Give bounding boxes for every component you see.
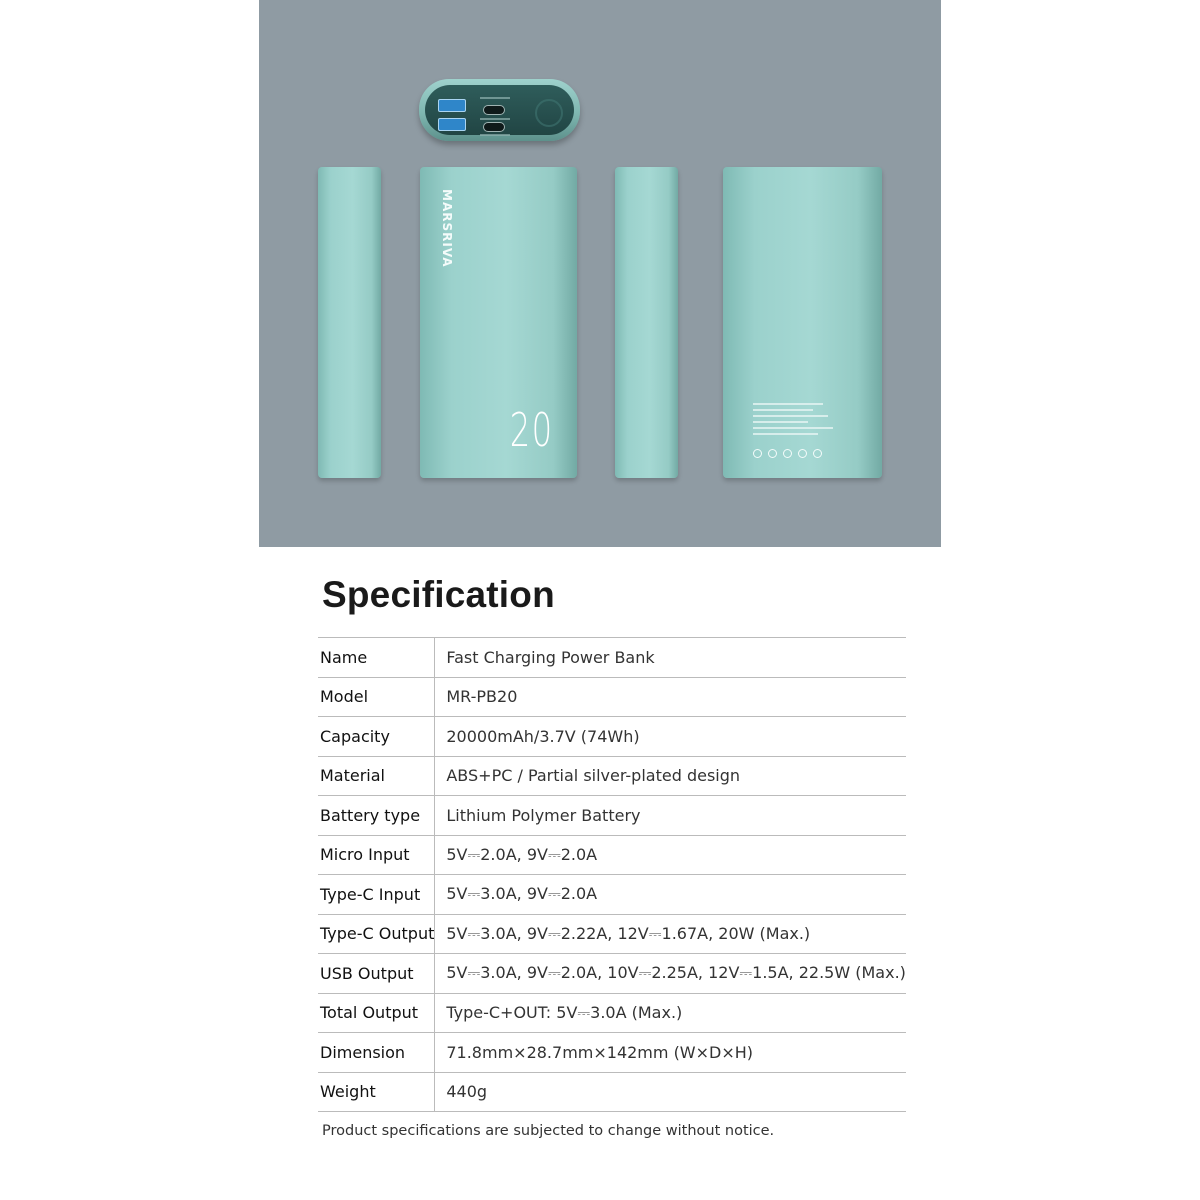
power-bank-back xyxy=(723,167,882,478)
spec-key: Battery type xyxy=(318,796,435,836)
recycle-icon xyxy=(798,449,807,458)
certification-icons xyxy=(753,449,822,458)
spec-row xyxy=(318,717,906,757)
spec-key: Capacity xyxy=(318,717,435,757)
spec-value: 5V⎓3.0A, 9V⎓2.22A, 12V⎓1.67A, 20W (Max.) xyxy=(446,923,811,943)
power-button xyxy=(535,99,563,127)
spec-key: Total Output xyxy=(318,993,435,1033)
spec-value: 5V⎓3.0A, 9V⎓2.0A xyxy=(446,884,598,904)
spec-footnote: Product specifications are subjected to change without notice. xyxy=(322,1123,775,1139)
spec-key: Material xyxy=(318,756,435,796)
spec-key: Name xyxy=(318,638,435,678)
certification-icon xyxy=(783,449,792,458)
spec-row xyxy=(318,835,906,875)
spec-value: 20000mAh/3.7V (74Wh) xyxy=(446,726,640,746)
spec-value: Lithium Polymer Battery xyxy=(446,805,641,825)
port-panel xyxy=(425,85,574,135)
spec-key: Type-C Input xyxy=(318,875,435,915)
spec-row xyxy=(318,756,906,796)
spec-value: 440g xyxy=(446,1082,488,1102)
product-photo xyxy=(259,0,941,547)
spec-value: 5V⎓2.0A, 9V⎓2.0A xyxy=(446,844,598,864)
spec-value: Type-C+OUT: 5V⎓3.0A (Max.) xyxy=(446,1002,683,1022)
back-label-text xyxy=(753,403,853,439)
spec-row xyxy=(318,1033,906,1073)
spec-key: Weight xyxy=(318,1072,435,1112)
spec-row xyxy=(318,914,906,954)
spec-table xyxy=(318,637,906,1112)
certification-icon xyxy=(768,449,777,458)
power-bank-top-view xyxy=(419,79,580,141)
spec-row xyxy=(318,1072,906,1112)
brand-logo: MARSRIVA xyxy=(440,189,454,268)
waste-bin-icon xyxy=(813,449,822,458)
spec-value: ABS+PC / Partial silver-plated design xyxy=(446,766,741,786)
spec-key: USB Output xyxy=(318,954,435,994)
usb-c-port xyxy=(483,105,505,115)
spec-value: 5V⎓3.0A, 9V⎓2.0A, 10V⎓2.25A, 12V⎓1.5A, 22.5W (Max.) xyxy=(446,963,906,983)
power-bank-right-side xyxy=(615,167,678,478)
micro-usb-port xyxy=(483,122,505,132)
capacity-mark: 20 xyxy=(510,403,554,457)
power-bank-left-side xyxy=(318,167,381,478)
spec-key: Model xyxy=(318,677,435,717)
spec-value: MR-PB20 xyxy=(446,687,518,707)
spec-title: Specification xyxy=(322,574,555,615)
power-bank-front xyxy=(420,167,577,478)
spec-row xyxy=(318,677,906,717)
spec-row xyxy=(318,993,906,1033)
usb-a-port xyxy=(438,99,466,112)
spec-row xyxy=(318,954,906,994)
spec-row xyxy=(318,875,906,915)
certification-icon xyxy=(753,449,762,458)
spec-row xyxy=(318,796,906,836)
spec-key: Micro Input xyxy=(318,835,435,875)
spec-key: Dimension xyxy=(318,1033,435,1073)
spec-value: 71.8mm×28.7mm×142mm (W×D×H) xyxy=(446,1042,754,1062)
usb-a-port xyxy=(438,118,466,131)
spec-key: Type-C Output xyxy=(318,914,435,954)
spec-value: Fast Charging Power Bank xyxy=(446,647,655,667)
spec-row xyxy=(318,638,906,678)
